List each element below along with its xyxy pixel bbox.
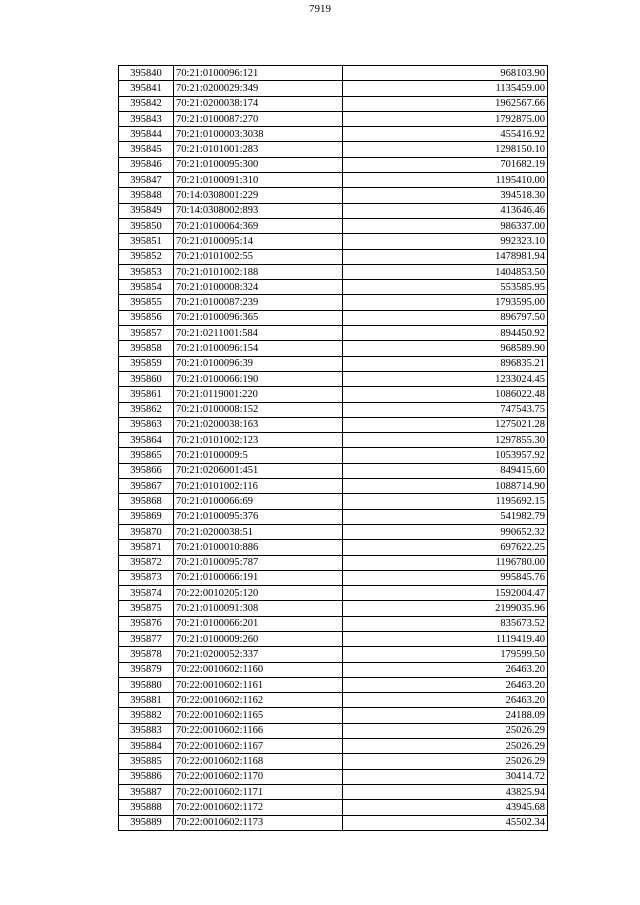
- table-row: [119, 708, 548, 723]
- row-number-cell: 395868: [119, 494, 174, 509]
- cadastral-number-cell: 70:22:0010205:120: [174, 586, 343, 601]
- row-number-cell: 395870: [119, 524, 174, 539]
- row-number-cell: 395844: [119, 127, 174, 142]
- cadastral-value-cell: 43945.68: [343, 800, 548, 815]
- cadastral-value-cell: 179599.50: [343, 647, 548, 662]
- cadastral-value-cell: 25026.29: [343, 739, 548, 754]
- cadastral-value-cell: 1053957.92: [343, 448, 548, 463]
- row-number-cell: 395848: [119, 188, 174, 203]
- cadastral-number-cell: 70:21:0200038:51: [174, 524, 343, 539]
- table-row: [119, 723, 548, 738]
- cadastral-value-cell: 43825.94: [343, 784, 548, 799]
- table-row: [119, 280, 548, 295]
- page-number: 7919: [309, 3, 331, 15]
- cadastral-value-cell: 1196780.00: [343, 555, 548, 570]
- table-row: [119, 693, 548, 708]
- row-number-cell: 395863: [119, 417, 174, 432]
- row-number-cell: 395861: [119, 387, 174, 402]
- table-row: [119, 800, 548, 815]
- row-number-cell: 395871: [119, 540, 174, 555]
- row-number-cell: 395873: [119, 570, 174, 585]
- cadastral-number-cell: 70:21:0101002:123: [174, 433, 343, 448]
- cadastral-number-cell: 70:21:0101002:116: [174, 479, 343, 494]
- table-row: [119, 448, 548, 463]
- cadastral-number-cell: 70:14:0308002:893: [174, 203, 343, 218]
- row-number-cell: 395860: [119, 371, 174, 386]
- table-row: [119, 234, 548, 249]
- row-number-cell: 395886: [119, 769, 174, 784]
- table-row: [119, 173, 548, 188]
- cadastral-number-cell: 70:21:0100095:787: [174, 555, 343, 570]
- cadastral-value-cell: 2199035.96: [343, 601, 548, 616]
- cadastral-number-cell: 70:22:0010602:1168: [174, 754, 343, 769]
- cadastral-number-cell: 70:22:0010602:1161: [174, 677, 343, 692]
- cadastral-value-cell: 1404853.50: [343, 264, 548, 279]
- cadastral-value-cell: 1592004.47: [343, 586, 548, 601]
- table-body: [119, 66, 548, 831]
- row-number-cell: 395849: [119, 203, 174, 218]
- table-row: [119, 111, 548, 126]
- cadastral-value-table: [118, 65, 548, 831]
- row-number-cell: 395843: [119, 111, 174, 126]
- cadastral-value-cell: 697622.25: [343, 540, 548, 555]
- cadastral-value-cell: 894450.92: [343, 326, 548, 341]
- row-number-cell: 395876: [119, 616, 174, 631]
- table-row: [119, 631, 548, 646]
- table-row: [119, 677, 548, 692]
- cadastral-number-cell: 70:21:0211001:584: [174, 326, 343, 341]
- cadastral-number-cell: 70:21:0100095:300: [174, 157, 343, 172]
- row-number-cell: 395847: [119, 173, 174, 188]
- cadastral-number-cell: 70:22:0010602:1166: [174, 723, 343, 738]
- row-number-cell: 395888: [119, 800, 174, 815]
- cadastral-value-cell: 992323.10: [343, 234, 548, 249]
- row-number-cell: 395855: [119, 295, 174, 310]
- table-row: [119, 586, 548, 601]
- cadastral-value-cell: 849415.60: [343, 463, 548, 478]
- cadastral-value-cell: 990652.32: [343, 524, 548, 539]
- table-row: [119, 555, 548, 570]
- cadastral-number-cell: 70:21:0119001:220: [174, 387, 343, 402]
- cadastral-value-cell: 1195692.15: [343, 494, 548, 509]
- row-number-cell: 395875: [119, 601, 174, 616]
- cadastral-value-cell: 553585.95: [343, 280, 548, 295]
- cadastral-number-cell: 70:21:0100087:270: [174, 111, 343, 126]
- cadastral-number-cell: 70:21:0100010:886: [174, 540, 343, 555]
- row-number-cell: 395851: [119, 234, 174, 249]
- table-row: [119, 601, 548, 616]
- cadastral-number-cell: 70:21:0100096:121: [174, 66, 343, 81]
- table-row: [119, 815, 548, 830]
- row-number-cell: 395854: [119, 280, 174, 295]
- cadastral-number-cell: 70:21:0100066:191: [174, 570, 343, 585]
- cadastral-value-cell: 30414.72: [343, 769, 548, 784]
- cadastral-number-cell: 70:21:0100066:190: [174, 371, 343, 386]
- table-row: [119, 402, 548, 417]
- cadastral-number-cell: 70:21:0100091:308: [174, 601, 343, 616]
- row-number-cell: 395879: [119, 662, 174, 677]
- cadastral-value-cell: 26463.20: [343, 662, 548, 677]
- table-row: [119, 249, 548, 264]
- row-number-cell: 395874: [119, 586, 174, 601]
- cadastral-number-cell: 70:21:0100003:3038: [174, 127, 343, 142]
- table-row: [119, 142, 548, 157]
- cadastral-value-cell: 26463.20: [343, 677, 548, 692]
- cadastral-value-cell: 1088714.90: [343, 479, 548, 494]
- table-row: [119, 127, 548, 142]
- row-number-cell: 395882: [119, 708, 174, 723]
- cadastral-value-cell: 968589.90: [343, 341, 548, 356]
- table-row: [119, 81, 548, 96]
- cadastral-number-cell: 70:22:0010602:1162: [174, 693, 343, 708]
- table-row: [119, 784, 548, 799]
- row-number-cell: 395845: [119, 142, 174, 157]
- cadastral-value-cell: 835673.52: [343, 616, 548, 631]
- cadastral-number-cell: 70:21:0100091:310: [174, 173, 343, 188]
- cadastral-value-cell: 986337.00: [343, 218, 548, 233]
- row-number-cell: 395846: [119, 157, 174, 172]
- cadastral-number-cell: 70:22:0010602:1172: [174, 800, 343, 815]
- cadastral-value-cell: 1119419.40: [343, 631, 548, 646]
- cadastral-number-cell: 70:22:0010602:1170: [174, 769, 343, 784]
- table-row: [119, 188, 548, 203]
- cadastral-number-cell: 70:22:0010602:1167: [174, 739, 343, 754]
- cadastral-number-cell: 70:22:0010602:1165: [174, 708, 343, 723]
- table-row: [119, 463, 548, 478]
- cadastral-value-cell: 26463.20: [343, 693, 548, 708]
- table-row: [119, 769, 548, 784]
- table-row: [119, 218, 548, 233]
- table-row: [119, 341, 548, 356]
- table-row: [119, 509, 548, 524]
- table-row: [119, 662, 548, 677]
- row-number-cell: 395877: [119, 631, 174, 646]
- row-number-cell: 395864: [119, 433, 174, 448]
- cadastral-number-cell: 70:21:0100064:369: [174, 218, 343, 233]
- table-row: [119, 264, 548, 279]
- cadastral-number-cell: 70:21:0100066:201: [174, 616, 343, 631]
- table-row: [119, 371, 548, 386]
- row-number-cell: 395883: [119, 723, 174, 738]
- cadastral-number-cell: 70:14:0308001:229: [174, 188, 343, 203]
- table-row: [119, 570, 548, 585]
- cadastral-number-cell: 70:22:0010602:1171: [174, 784, 343, 799]
- cadastral-value-cell: 24188.09: [343, 708, 548, 723]
- cadastral-value-cell: 896797.50: [343, 310, 548, 325]
- table-row: [119, 157, 548, 172]
- cadastral-value-cell: 701682.19: [343, 157, 548, 172]
- cadastral-number-cell: 70:21:0100095:14: [174, 234, 343, 249]
- cadastral-number-cell: 70:21:0101002:188: [174, 264, 343, 279]
- row-number-cell: 395859: [119, 356, 174, 371]
- row-number-cell: 395853: [119, 264, 174, 279]
- cadastral-value-cell: 1478981.94: [343, 249, 548, 264]
- row-number-cell: 395869: [119, 509, 174, 524]
- row-number-cell: 395842: [119, 96, 174, 111]
- cadastral-value-cell: 1297855.30: [343, 433, 548, 448]
- cadastral-value-cell: 25026.29: [343, 754, 548, 769]
- row-number-cell: 395850: [119, 218, 174, 233]
- row-number-cell: 395884: [119, 739, 174, 754]
- table-row: [119, 479, 548, 494]
- cadastral-value-cell: 1962567.66: [343, 96, 548, 111]
- row-number-cell: 395856: [119, 310, 174, 325]
- cadastral-value-cell: 1195410.00: [343, 173, 548, 188]
- cadastral-value-cell: 995845.76: [343, 570, 548, 585]
- cadastral-value-cell: 1793595.00: [343, 295, 548, 310]
- cadastral-value-cell: 1792875.00: [343, 111, 548, 126]
- row-number-cell: 395881: [119, 693, 174, 708]
- cadastral-value-cell: 896835.21: [343, 356, 548, 371]
- cadastral-number-cell: 70:21:0100009:5: [174, 448, 343, 463]
- cadastral-value-cell: 1275021.28: [343, 417, 548, 432]
- cadastral-number-cell: 70:21:0100008:152: [174, 402, 343, 417]
- cadastral-number-cell: 70:21:0200052:337: [174, 647, 343, 662]
- cadastral-value-cell: 1135459.00: [343, 81, 548, 96]
- cadastral-number-cell: 70:21:0100066:69: [174, 494, 343, 509]
- cadastral-value-cell: 747543.75: [343, 402, 548, 417]
- table-row: [119, 433, 548, 448]
- cadastral-value-cell: 968103.90: [343, 66, 548, 81]
- cadastral-number-cell: 70:22:0010602:1160: [174, 662, 343, 677]
- cadastral-value-cell: 45502.34: [343, 815, 548, 830]
- cadastral-number-cell: 70:21:0200029:349: [174, 81, 343, 96]
- table-row: [119, 96, 548, 111]
- cadastral-number-cell: 70:21:0100008:324: [174, 280, 343, 295]
- row-number-cell: 395866: [119, 463, 174, 478]
- row-number-cell: 395841: [119, 81, 174, 96]
- row-number-cell: 395872: [119, 555, 174, 570]
- row-number-cell: 395880: [119, 677, 174, 692]
- cadastral-value-cell: 1233024.45: [343, 371, 548, 386]
- cadastral-number-cell: 70:21:0100096:154: [174, 341, 343, 356]
- table-row: [119, 66, 548, 81]
- table-row: [119, 295, 548, 310]
- cadastral-number-cell: 70:21:0101001:283: [174, 142, 343, 157]
- table-row: [119, 739, 548, 754]
- cadastral-number-cell: 70:22:0010602:1173: [174, 815, 343, 830]
- row-number-cell: 395867: [119, 479, 174, 494]
- table-row: [119, 326, 548, 341]
- cadastral-number-cell: 70:21:0100095:376: [174, 509, 343, 524]
- table-row: [119, 540, 548, 555]
- cadastral-value-cell: 1086022.48: [343, 387, 548, 402]
- table-row: [119, 647, 548, 662]
- table-row: [119, 616, 548, 631]
- cadastral-number-cell: 70:21:0100009:260: [174, 631, 343, 646]
- cadastral-number-cell: 70:21:0100096:365: [174, 310, 343, 325]
- cadastral-number-cell: 70:21:0200038:163: [174, 417, 343, 432]
- cadastral-number-cell: 70:21:0100096:39: [174, 356, 343, 371]
- row-number-cell: 395889: [119, 815, 174, 830]
- row-number-cell: 395857: [119, 326, 174, 341]
- cadastral-number-cell: 70:21:0200038:174: [174, 96, 343, 111]
- cadastral-number-cell: 70:21:0101002:55: [174, 249, 343, 264]
- row-number-cell: 395878: [119, 647, 174, 662]
- cadastral-number-cell: 70:21:0100087:239: [174, 295, 343, 310]
- table-row: [119, 310, 548, 325]
- table-row: [119, 524, 548, 539]
- row-number-cell: 395862: [119, 402, 174, 417]
- row-number-cell: 395840: [119, 66, 174, 81]
- row-number-cell: 395858: [119, 341, 174, 356]
- row-number-cell: 395852: [119, 249, 174, 264]
- row-number-cell: 395885: [119, 754, 174, 769]
- row-number-cell: 395865: [119, 448, 174, 463]
- cadastral-value-cell: 25026.29: [343, 723, 548, 738]
- table-row: [119, 387, 548, 402]
- table-row: [119, 417, 548, 432]
- cadastral-value-cell: 455416.92: [343, 127, 548, 142]
- cadastral-value-cell: 541982.79: [343, 509, 548, 524]
- table-row: [119, 754, 548, 769]
- table-row: [119, 494, 548, 509]
- table-row: [119, 356, 548, 371]
- row-number-cell: 395887: [119, 784, 174, 799]
- cadastral-value-cell: 394518.30: [343, 188, 548, 203]
- table-row: [119, 203, 548, 218]
- cadastral-number-cell: 70:21:0206001:451: [174, 463, 343, 478]
- cadastral-value-cell: 413646.46: [343, 203, 548, 218]
- cadastral-value-cell: 1298150.10: [343, 142, 548, 157]
